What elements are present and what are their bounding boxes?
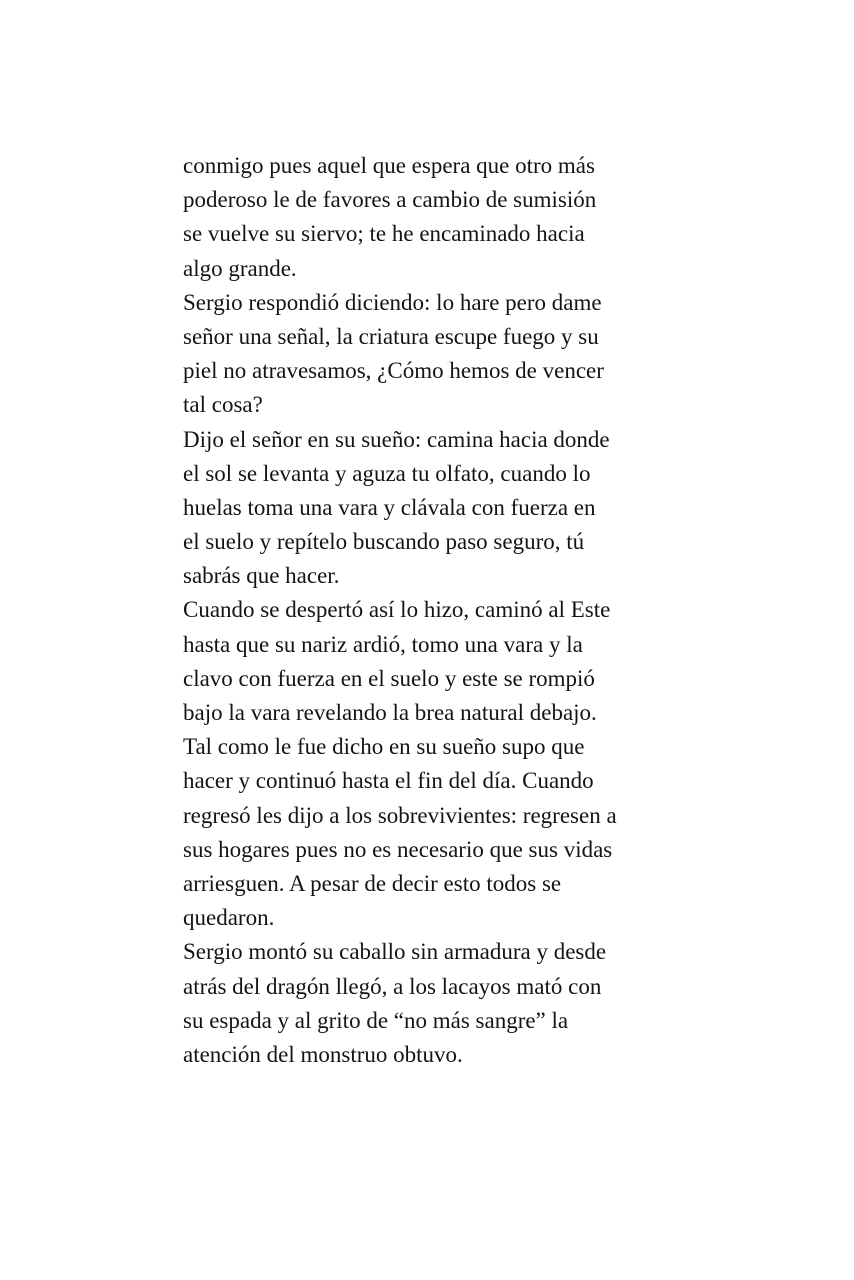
text-line: sus hogares pues no es necesario que sus vidas xyxy=(183,836,613,862)
text-line: Sergio montó su caballo sin armadura y desde xyxy=(183,939,607,965)
text-line: Dijo el señor en su sueño: camina hacia donde xyxy=(183,426,610,452)
text-line: bajo la vara revelando la brea natural debajo. xyxy=(183,700,597,725)
text-line: atrás del dragón llegó, a los lacayos mató con xyxy=(183,973,602,999)
text-line: tal cosa? xyxy=(183,392,263,418)
body-text xyxy=(183,149,683,1072)
text-line: arriesguen. A pesar de decir esto todos se xyxy=(183,870,562,896)
text-line: el suelo y repítelo buscando paso seguro, tú xyxy=(183,529,585,555)
text-line: Cuando se despertó así lo hizo, caminó al Este xyxy=(183,597,611,623)
text-line: quedaron. xyxy=(183,905,275,931)
text-line: el sol se levanta y aguza tu olfato, cuando lo xyxy=(183,460,591,486)
text-line: algo grande. xyxy=(183,255,297,281)
text-line: hasta que su nariz ardió, tomo una vara y la xyxy=(183,631,583,657)
text-line: se vuelve su siervo; te he encaminado hacia xyxy=(183,221,585,247)
text-line: huelas toma una vara y clávala con fuerza en xyxy=(183,494,596,520)
text-line: su espada y al grito de “no más sangre” la xyxy=(183,1007,569,1033)
text-line: atención del monstruo obtuvo. xyxy=(183,1041,463,1067)
text-line: sabrás que hacer. xyxy=(183,563,340,589)
text-line: poderoso le de favores a cambio de sumisión xyxy=(183,187,597,213)
text-line: Sergio respondió diciendo: lo hare pero dame xyxy=(183,289,602,315)
text-line: hacer y continuó hasta el fin del día. Cuando xyxy=(183,768,594,794)
text-line: clavo con fuerza en el suelo y este se rompió xyxy=(183,665,595,691)
text-line: conmigo pues aquel que espera que otro más xyxy=(183,153,595,178)
text-line: piel no atravesamos, ¿Cómo hemos de vencer xyxy=(183,358,604,384)
text-line: señor una señal, la criatura escupe fuego y su xyxy=(183,323,599,349)
text-line: regresó les dijo a los sobrevivientes: regresen a xyxy=(183,802,617,828)
text-line: Tal como le fue dicho en su sueño supo que xyxy=(183,734,585,760)
